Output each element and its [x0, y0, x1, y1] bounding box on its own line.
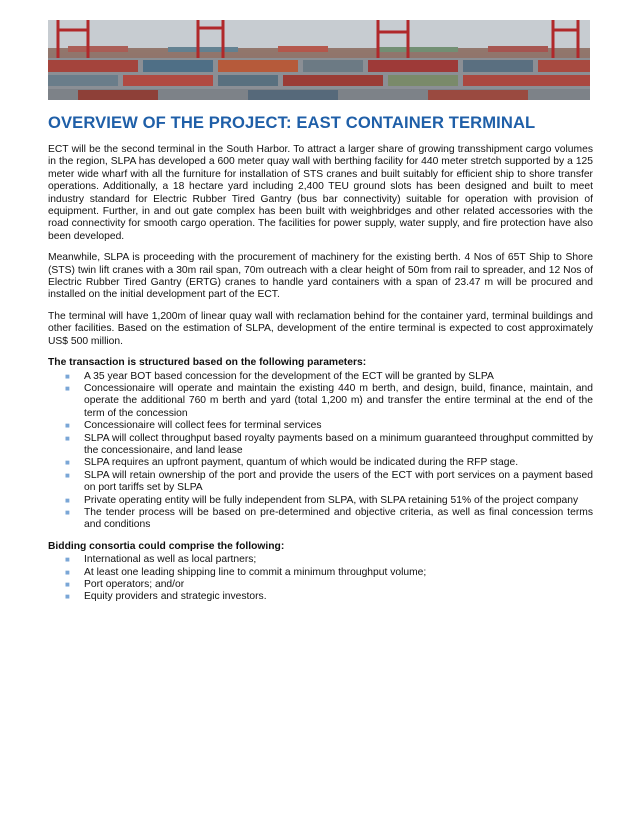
list-item: ■ International as well as local partners; [65, 554, 257, 566]
bidding-list [48, 554, 593, 604]
list-item: ■ A 35 year BOT based concession for the development of the ECT will be granted by SLPA [65, 370, 494, 382]
list-item: ■ Port operators; and/or [65, 579, 185, 590]
list-item: ■ SLPA will retain ownership of the port and provide the users of the ECT with port services on a payment based on port tariffs set by SLPA [65, 469, 593, 494]
container-terminal-photo [48, 20, 590, 100]
list-item: ■ Concessionaire will operate and maintain the existing 440 m berth, and design, build, finance, maintain, and operate the additional 760 m berth and yard (total 1,200 m) and transfer the entire terminal at the end of the term of the concession [65, 382, 593, 419]
list-item: ■ Private operating entity will be fully independent from SLPA, with SLPA retaining 51% of the project company [65, 494, 579, 506]
transaction-list [48, 371, 593, 532]
bullet-icon: ■ [65, 433, 70, 443]
bullet-icon: ■ [65, 421, 70, 431]
bullet-icon: ■ [65, 555, 70, 565]
bullet-icon: ■ [65, 470, 70, 480]
list-item: ■ SLPA requires an upfront payment, quantum of which would be indicated during the RFP stage. [65, 457, 519, 469]
list-item: ■ At least one leading shipping line to commit a minimum throughput volume; [65, 566, 427, 578]
list-item: ■ Concessionaire will collect fees for terminal services [65, 420, 322, 432]
bullet-icon: ■ [65, 567, 70, 577]
bullet-icon: ■ [65, 495, 70, 505]
container-terminal-banner-image [48, 20, 590, 100]
list-item: ■ SLPA will collect throughput based royalty payments based on a minimum guaranteed throughput committed by the concessionaire, and land lease [65, 432, 593, 456]
bullet-icon: ■ [65, 383, 70, 393]
bullet-icon: ■ [65, 507, 70, 517]
page-title: OVERVIEW OF THE PROJECT: EAST CONTAINER TERMINAL [48, 113, 536, 132]
list-item: ■ The tender process will be based on pre-determined and objective criteria, as well as final concession terms and conditions [65, 506, 593, 531]
bullet-icon: ■ [65, 592, 70, 602]
procurement-paragraph: Meanwhile, SLPA is proceeding with the procurement of machinery for the existing berth. 4 Nos of 65T Ship to Shore (STS) twin lift cranes with a 30m rail span, 70m outreach with a clear height of 50m from rail to spreader, and 12 Nos of Electric Rubber Tired Gantry (ERTG) cranes to handle yard containers with a span of 23.47 m will be procured and installed on the initial development part of the ECT. [48, 252, 593, 301]
bullet-icon: ■ [65, 371, 70, 381]
transaction-heading: The transaction is structured based on the following parameters: [48, 357, 367, 369]
list-item: ■ Equity providers and strategic investors. [65, 591, 267, 603]
document-body [48, 144, 593, 613]
bullet-icon: ■ [65, 458, 70, 468]
cost-paragraph: The terminal will have 1,200m of linear quay wall with reclamation behind for the container yard, terminal buildings and other facilities. Based on the estimation of SLPA, development of the entire terminal is expected to cost approximately US$ 500 million. [48, 310, 593, 347]
bullet-icon: ■ [65, 580, 70, 589]
bidding-heading: Bidding consortia could comprise the following: [48, 540, 285, 552]
intro-paragraph: ECT will be the second terminal in the South Harbor. To attract a larger share of growing transshipment cargo volumes in the region, SLPA has developed a 600 meter quay wall with berthing facility for 440 meter stretch supported by a 125 meter wide wharf with all the furniture for installation of STS cranes and built suitably for efficient ship to shore transfer operations. Additionally, a 18 hectare yard including 2,400 TEU ground slots has been designed and built to meet industry standard for Electric Rubber Tired Gantry (bus bar connectivity) suitable for operation with provision of equipment. Further, in and out gate complex has been built with weighbridges and other related accessories with the road connectivity for smooth cargo operation. The facilities for power supply, water supply, and fire protection have also been developed. [48, 144, 593, 242]
